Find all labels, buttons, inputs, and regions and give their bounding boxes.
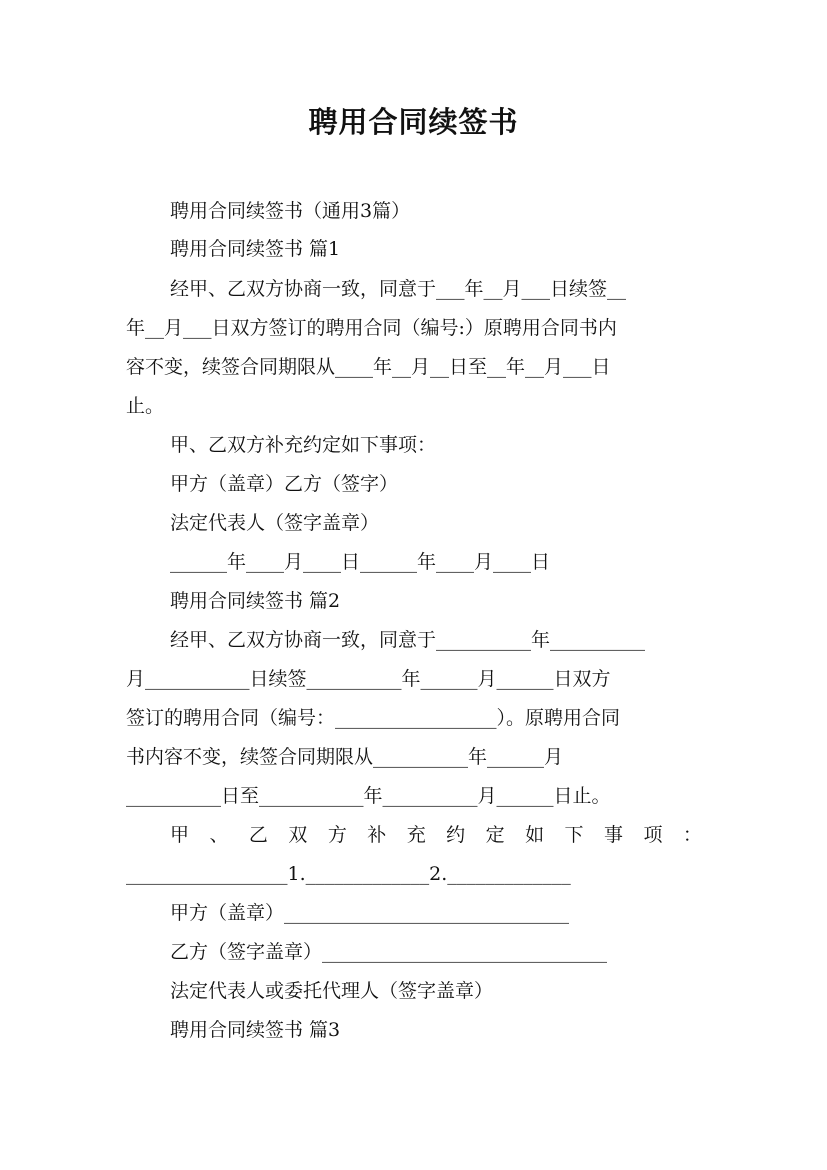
justified-char: 事 [603, 824, 623, 846]
signature-line: 法定代表人（签字盖章） [170, 512, 380, 534]
blank-items-line: _________________1._____________2._____________ [126, 863, 571, 885]
justified-char: 下 [564, 824, 584, 846]
paragraph-line: 书内容不变，续签合同期限从__________年______月 [126, 746, 564, 768]
justified-char: 甲 [170, 824, 190, 846]
signature-line: 乙方（签字盖章）______________________________ [170, 941, 608, 963]
signature-line: 法定代表人或委托代理人（签字盖章） [170, 980, 494, 1002]
justified-char: 方 [327, 824, 347, 846]
subtitle-line: 聘用合同续签书（通用3篇） [170, 200, 411, 222]
signature-line: 甲方（盖章）乙方（签字） [170, 473, 399, 495]
paragraph-line: 月___________日续签__________年______月______日双方 [126, 668, 611, 690]
justified-char: 补 [367, 824, 387, 846]
justified-char: 、 [209, 824, 229, 846]
justified-line [170, 823, 702, 847]
justified-char: 充 [406, 824, 426, 846]
paragraph-line: 签订的聘用合同（编号：_________________）。原聘用合同 [126, 707, 621, 729]
date-line: ______年____月____日______年____月____日 [170, 551, 551, 573]
document-title: 聘用合同续签书 [308, 105, 519, 139]
section-heading-1: 聘用合同续签书 篇1 [170, 238, 341, 260]
justified-char: ： [682, 824, 702, 846]
signature-line: 甲方（盖章）______________________________ [170, 902, 570, 924]
paragraph-line: __________日至___________年__________月______日止。 [126, 785, 611, 807]
section-heading-3: 聘用合同续签书 篇3 [170, 1019, 341, 1041]
justified-char: 乙 [248, 824, 268, 846]
justified-char: 项 [643, 824, 663, 846]
paragraph-line: 经甲、乙双方协商一致，同意于__________年__________ [170, 629, 646, 651]
paragraph-line: 甲、乙双方补充约定如下事项： [170, 434, 437, 456]
justified-char: 定 [485, 824, 505, 846]
justified-char: 约 [446, 824, 466, 846]
justified-char: 如 [525, 824, 545, 846]
section-heading-2: 聘用合同续签书 篇2 [170, 590, 341, 612]
paragraph-line: 止。 [126, 395, 165, 417]
paragraph-line: 容不变，续签合同期限从____年__月__日至__年__月___日 [126, 356, 611, 378]
paragraph-line: 年__月___日双方签订的聘用合同（编号:）原聘用合同书内 [126, 317, 617, 339]
paragraph-line: 经甲、乙双方协商一致，同意于___年__月___日续签__ [170, 278, 627, 300]
justified-char: 双 [288, 824, 308, 846]
